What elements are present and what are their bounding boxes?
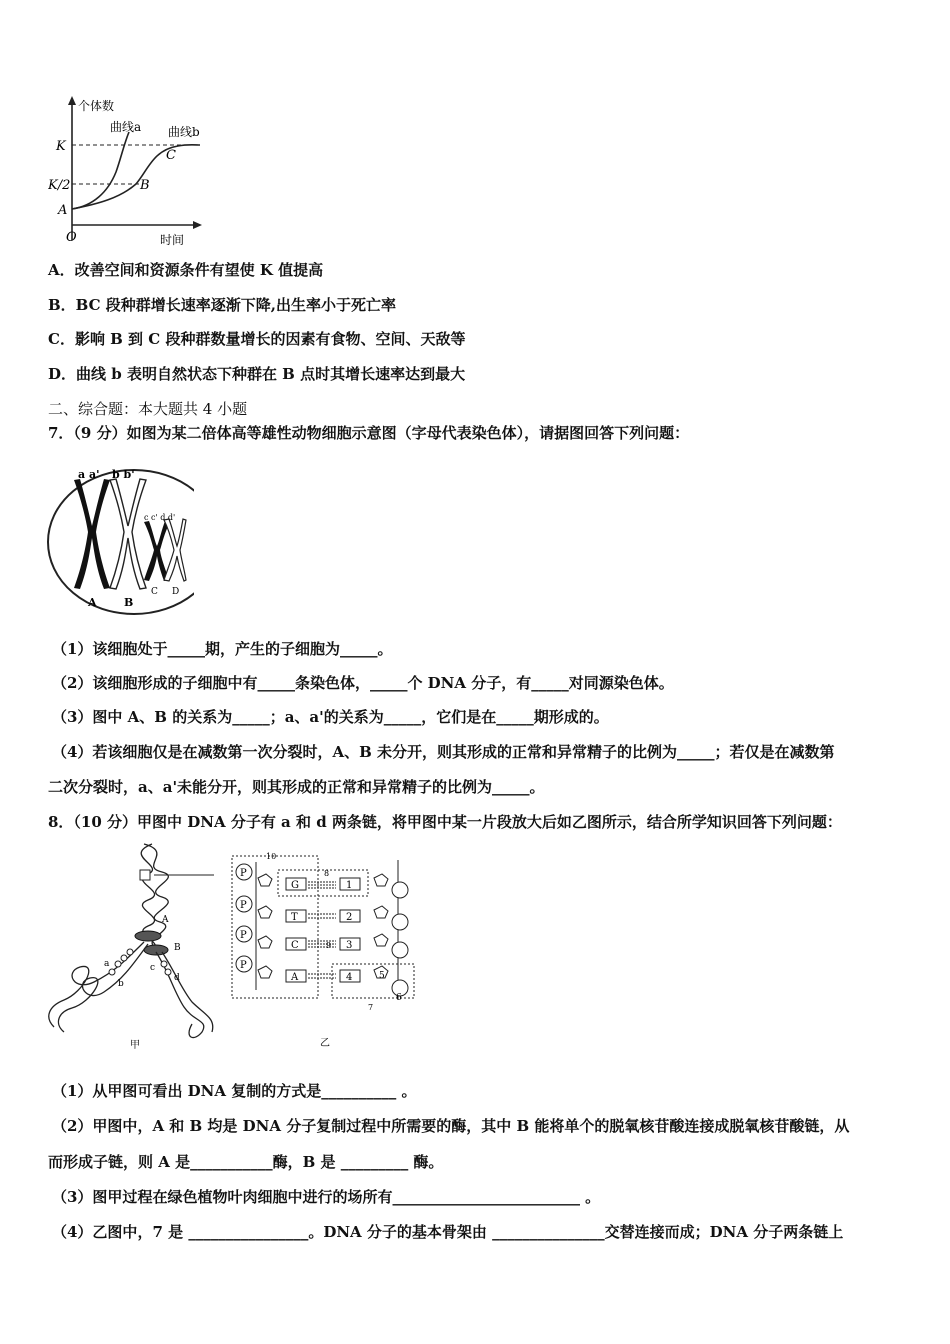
cell-chromosome-figure — [44, 462, 194, 617]
q7-stem: 7．（9 分）如图为某二倍体高等雄性动物细胞示意图（字母代表染色体），请据图回答下列问题： — [48, 424, 690, 442]
q8-part-1: （1）从甲图可看出 DNA 复制的方式是__________ 。 — [52, 1082, 417, 1100]
q6-option-a: A．改善空间和资源条件有望使 K 值提高 — [48, 261, 324, 279]
k-label: K — [56, 139, 66, 154]
label-6: 6 — [396, 993, 402, 1003]
figure-jia-caption: 甲 — [130, 1040, 140, 1051]
q7-part-2: （2）该细胞形成的子细胞中有_____条染色体，_____个 DNA 分子，有_____对同源染色体。 — [52, 674, 674, 692]
left-branch-strands-2 — [58, 944, 148, 1032]
label-strand-a: a — [104, 959, 110, 969]
k-half-label: K/2 — [48, 178, 71, 193]
q7-part-4-line-2: 二次分裂时，a、a'未能分开，则其形成的正常和异常精子的比例为_____。 — [48, 778, 545, 796]
label-strand-c: c — [150, 963, 156, 973]
figure-yi-dna-segment — [228, 850, 423, 1055]
chromosome-b — [110, 479, 146, 589]
base-right-2: 2 — [346, 912, 353, 923]
label-7: 7 — [368, 1003, 374, 1012]
base-left-3: C — [291, 940, 299, 951]
label-8: 8 — [324, 869, 330, 878]
figure-jia-replication — [44, 842, 234, 1057]
q8-part-2-line-1: （2）甲图中，A 和 B 均是 DNA 分子复制过程中所需要的酶，其中 B 能将单个的脱氧核苷酸连接成脱氧核苷酸链，从 — [52, 1117, 850, 1135]
label-enzyme-b: B — [174, 943, 181, 953]
helix-marker-box — [140, 870, 150, 880]
label-enzyme-a: A — [162, 915, 169, 925]
q8-part-2-line-2: 而形成子链，则 A 是___________酶，B 是 _________ 酶。 — [48, 1153, 444, 1171]
curve-b-label: 曲线b — [168, 125, 200, 139]
chromosome-bottom-label-a: A — [88, 596, 97, 609]
curve-a-label: 曲线a — [110, 120, 142, 134]
point-a-label: A — [58, 203, 68, 218]
point-b-label: B — [140, 178, 150, 193]
q8-part-3: （3）图甲过程在绿色植物叶肉细胞中进行的场所有_________________________ 。 — [52, 1188, 601, 1206]
q6-option-b: B．BC 段种群增长速率逐渐下降,出生率小于死亡率 — [48, 296, 397, 314]
curve-b-line — [72, 145, 200, 209]
curve-a-line — [72, 132, 129, 209]
enzyme-b — [144, 945, 168, 955]
chromosome-a — [74, 479, 110, 589]
q7-part-1: （1）该细胞处于_____期，产生的子细胞为_____。 — [52, 640, 393, 658]
phosphate-label-4: P — [240, 960, 247, 971]
nucleotide-row-1 — [236, 864, 408, 898]
enzyme-a — [135, 931, 161, 941]
chromosome-bottom-label-c: C — [151, 587, 158, 597]
chromosome-top-label-cd: c c' d d' — [144, 513, 176, 522]
q8-stem: 8．（10 分）甲图中 DNA 分子有 a 和 d 两条链，将甲图中某一片段放大后如乙图所示，结合所学知识回答下列问题： — [48, 813, 842, 831]
label-10: 10 — [266, 852, 277, 861]
figure-yi-caption: 乙 — [320, 1038, 330, 1049]
origin-label: O — [66, 230, 77, 245]
q7-part-4-line-1: （4）若该细胞仅是在减数第一次分裂时，A、B 未分开，则其形成的正常和异常精子的比例为_____；若仅是在减数第 — [52, 743, 835, 761]
q6-option-d: D．曲线 b 表明自然状态下种群在 B 点时其增长速率达到最大 — [48, 365, 466, 383]
chromosome-top-label-b: b b' — [112, 468, 135, 481]
chromosome-d — [164, 519, 186, 581]
chromosome-bottom-label-d: D — [172, 587, 180, 597]
point-c-label: C — [166, 148, 176, 163]
chromosome-c — [144, 521, 170, 581]
base-left-4: A — [291, 972, 299, 983]
x-axis-arrow — [193, 221, 202, 229]
base-left-2: T — [291, 912, 298, 923]
y-axis-arrow — [68, 96, 76, 105]
nucleotide-row-3 — [236, 926, 408, 958]
chromosome-top-label-a: a a' — [78, 468, 100, 481]
label-5: 5 — [379, 971, 385, 981]
population-growth-graph — [48, 92, 218, 250]
y-axis-label: 个体数 — [78, 99, 115, 113]
nucleotide-row-2 — [236, 896, 408, 930]
base-right-3: 3 — [346, 940, 353, 951]
phosphate-label-3: P — [240, 930, 247, 941]
x-axis-label: 时间 — [160, 233, 185, 247]
q8-part-4: （4）乙图中，7 是 ________________。DNA 分子的基本骨架由 _______________交替连接而成；DNA 分子两条链上 — [52, 1223, 844, 1241]
chromosome-bottom-label-b: B — [124, 596, 134, 609]
q6-option-c: C．影响 B 到 C 段种群数量增长的因素有食物、空间、天敌等 — [48, 330, 466, 348]
base-right-1: 1 — [346, 880, 353, 891]
phosphate-label-2: P — [240, 900, 247, 911]
base-right-4: 4 — [346, 972, 353, 983]
label-strand-b: b — [118, 979, 124, 989]
phosphate-label-1: P — [240, 868, 247, 879]
label-strand-d: d — [174, 973, 180, 983]
section-2-heading: 二、综合题：本大题共 4 小题 — [48, 400, 248, 418]
base-left-1: G — [291, 880, 299, 891]
right-branch-strands-2 — [162, 952, 213, 1032]
q7-part-3: （3）图中 A、B 的关系为_____；a、a'的关系为_____，它们是在_____期形成的。 — [52, 708, 609, 726]
label-9: 9 — [326, 941, 332, 950]
